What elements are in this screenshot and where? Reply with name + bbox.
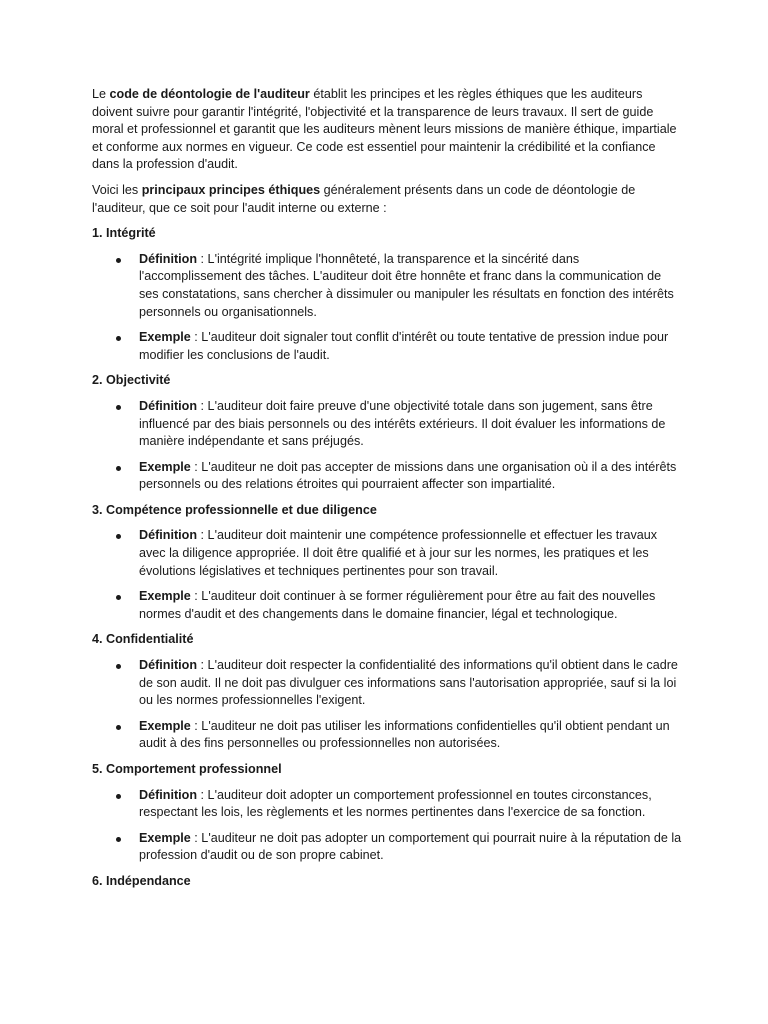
example-term: Exemple [139, 830, 191, 845]
example-term: Exemple [139, 330, 191, 345]
section-heading: 6. Indépendance [92, 873, 191, 888]
example-text: : L'auditeur ne doit pas adopter un comportement qui pourrait nuire à la réputation de la profession d'audit ou de son propre cabinet. [139, 830, 682, 863]
bullet-icon [116, 405, 121, 410]
section-heading: 3. Compétence professionnelle et due diligence [92, 502, 377, 517]
section-competence [92, 502, 682, 624]
definition-term: Définition [139, 658, 198, 673]
definition-term: Définition [139, 398, 198, 413]
bullet-icon [116, 595, 121, 600]
definition-text: : L'auditeur doit faire preuve d'une objectivité totale dans son jugement, sans être influencé par des biais personnels ou des intérêts extérieurs. Il doit évaluer les informations de manière indépendante et sans préjugés. [139, 398, 666, 449]
bullet-list [92, 657, 682, 753]
bullet-icon [116, 534, 121, 539]
principles-intro-paragraph [92, 182, 682, 217]
bullet-icon [116, 664, 121, 669]
bullet-list [92, 398, 682, 494]
definition-text: : L'auditeur doit adopter un comportement professionnel en toutes circonstances, respectant les lois, les règlements et les normes pertinentes dans l'exercice de sa fonction. [139, 787, 652, 820]
definition-term: Définition [139, 787, 198, 802]
bullet-icon [116, 466, 121, 471]
list-item [92, 398, 682, 451]
definition-text: : L'auditeur doit maintenir une compétence professionnelle et effectuer les travaux avec la diligence appropriée. Il doit être qualifié et à jour sur les normes, les pratiques et les évolutions législatives et techniques pertinentes pour son travail. [139, 528, 658, 578]
bullet-icon [116, 336, 121, 341]
example-term: Exemple [139, 589, 191, 604]
definition-text: : L'auditeur doit respecter la confidentialité des informations qu'il obtient dans le cadre de son audit. Il ne doit pas divulguer ces informations sans l'autorisation appropriée, sauf si la loi ou les normes professionnelles l'exigent. [139, 658, 678, 708]
list-item [92, 830, 682, 865]
intro-paragraph [92, 86, 682, 174]
section-independance [92, 873, 682, 891]
intro-text-rest: établit les principes et les règles éthiques que les auditeurs doivent suivre pour garantir l'intégrité, l'objectivité et la transparence de leurs travaux. Il sert de guide moral et professionnel et garantit que les auditeurs mènent leurs missions de manière éthique, impartiale et conforme aux normes en vigueur. Ce code est essentiel pour maintenir la crédibilité et la confiance dans la profession d'audit. [92, 87, 677, 172]
list-item [92, 657, 682, 710]
bullet-icon [116, 258, 121, 263]
list-item [92, 329, 682, 364]
list-item [92, 527, 682, 580]
bullet-icon [116, 837, 121, 842]
section-heading: 1. Intégrité [92, 226, 156, 241]
example-term: Exemple [139, 459, 191, 474]
principles-intro-rest: généralement présents dans un code de déontologie de l'auditeur, que ce soit pour l'audit interne ou externe : [92, 182, 636, 215]
list-item [92, 459, 682, 494]
principles-intro-emphasis: principaux principes éthiques [141, 182, 321, 197]
definition-term: Définition [139, 251, 198, 266]
bullet-list [92, 527, 682, 623]
example-text: : L'auditeur doit continuer à se former régulièrement pour être au fait des nouvelles normes d'audit et des changements dans le domaine financier, légal et technologique. [139, 589, 656, 621]
example-text: : L'auditeur doit signaler tout conflit d'intérêt ou toute tentative de pression indue pour modifier les conclusions de l'audit. [139, 330, 669, 362]
section-confidentialite [92, 631, 682, 753]
bullet-list [92, 251, 682, 365]
bullet-icon [116, 794, 121, 799]
section-heading: 4. Confidentialité [92, 632, 194, 647]
section-heading: 2. Objectivité [92, 373, 171, 388]
bullet-icon [116, 725, 121, 730]
section-integrite [92, 225, 682, 364]
definition-term: Définition [139, 528, 198, 543]
section-objectivite [92, 372, 682, 494]
list-item [92, 787, 682, 822]
intro-text-start: Le [92, 87, 110, 101]
list-item [92, 588, 682, 623]
section-heading: 5. Comportement professionnel [92, 762, 282, 776]
example-text: : L'auditeur ne doit pas utiliser les informations confidentielles qu'il obtient pendant un audit à des fins personnelles ou professionnelles non autorisées. [139, 718, 670, 751]
example-term: Exemple [139, 718, 191, 733]
bullet-list [92, 787, 682, 865]
example-text: : L'auditeur ne doit pas accepter de missions dans une organisation où il a des intérêts personnels ou des relations étroites qui pourraient affecter son impartialité. [139, 459, 677, 492]
principles-intro-start: Voici les [92, 182, 142, 197]
section-comportement [92, 761, 682, 865]
list-item [92, 718, 682, 753]
definition-text: : L'intégrité implique l'honnêteté, la transparence et la sincérité dans l'accomplissement des tâches. L'auditeur doit être honnête et franc dans la communication de ses constatations, sans chercher à dissimuler ou manipuler les résultats en fonction des intérêts personnels ou organisationnels. [139, 251, 674, 319]
document-page [92, 86, 682, 899]
list-item [92, 251, 682, 321]
intro-emphasis: code de déontologie de l'auditeur [109, 87, 310, 101]
